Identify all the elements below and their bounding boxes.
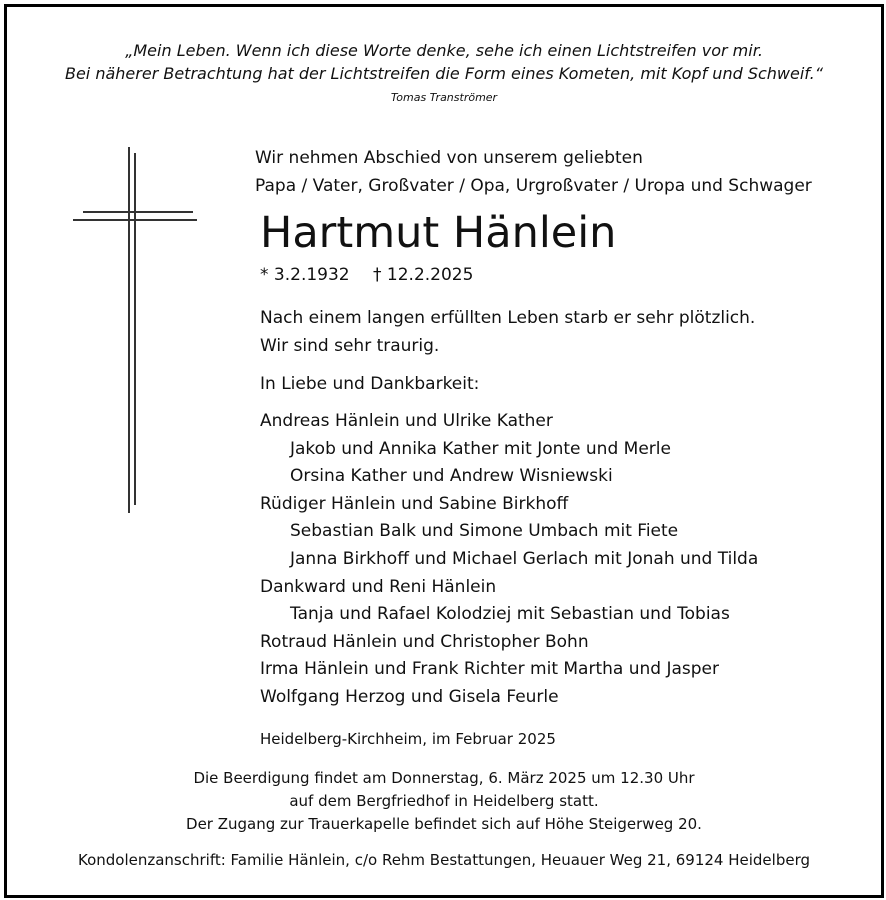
deceased-name: Hartmut Hänlein bbox=[260, 208, 617, 258]
life-dates bbox=[260, 263, 473, 287]
intro-line: Wir nehmen Abschied von unserem geliebten bbox=[255, 148, 643, 168]
family-member: Rüdiger Hänlein und Sabine Birkhoff bbox=[260, 493, 569, 514]
quote-line: Bei näherer Betrachtung hat der Lichtstreifen die Form eines Kometen, mit Kopf und Schweif.“ bbox=[64, 64, 824, 83]
intro-line: Papa / Vater, Großvater / Opa, Urgroßvater / Uropa und Schwager bbox=[255, 176, 812, 196]
family-member: Andreas Hänlein und Ulrike Kather bbox=[260, 411, 553, 431]
family-member: Tanja und Rafael Kolodziej mit Sebastian und Tobias bbox=[290, 604, 730, 625]
epigraph-quote bbox=[7, 39, 881, 85]
condolence-address: Kondolenzanschrift: Familie Hänlein, c/o Rehm Bestattungen, Heuauer Weg 21, 69124 Heidelberg bbox=[77, 851, 811, 869]
family-member: Janna Birkhoff und Michael Gerlach mit Jonah und Tilda bbox=[290, 548, 759, 569]
funeral-line: Der Zugang zur Trauerkapelle befindet sich auf Höhe Steigerweg 20. bbox=[186, 815, 702, 833]
quote-author: Tomas Tranströmer bbox=[390, 91, 498, 104]
funeral-info bbox=[7, 767, 881, 836]
family-member: Rotraud Hänlein und Christopher Bohn bbox=[260, 631, 589, 652]
funeral-line: auf dem Bergfriedhof in Heidelberg statt. bbox=[289, 792, 599, 810]
family-member: Dankward und Reni Hänlein bbox=[260, 576, 497, 597]
family-list bbox=[260, 408, 758, 712]
family-member: Sebastian Balk und Simone Umbach mit Fiete bbox=[290, 521, 679, 542]
place-and-date: Heidelberg-Kirchheim, im Februar 2025 bbox=[260, 730, 556, 748]
quote-line: „Mein Leben. Wenn ich diese Worte denke, sehe ich einen Lichtstreifen vor mir. bbox=[125, 41, 763, 60]
family-member: Wolfgang Herzog und Gisela Feurle bbox=[260, 686, 559, 707]
death-date: † 12.2.2025 bbox=[373, 265, 474, 285]
message-line: Wir sind sehr traurig. bbox=[260, 336, 440, 356]
mourning-message bbox=[260, 304, 755, 360]
birth-date: * 3.2.1932 bbox=[260, 265, 350, 285]
cross-icon bbox=[71, 147, 199, 513]
funeral-line: Die Beerdigung findet am Donnerstag, 6. März 2025 um 12.30 Uhr bbox=[193, 769, 695, 787]
family-member: Jakob und Annika Kather mit Jonte und Merle bbox=[290, 438, 671, 459]
intro-text bbox=[255, 144, 812, 200]
obituary-notice bbox=[4, 4, 884, 898]
message-line: Nach einem langen erfüllten Leben starb er sehr plötzlich. bbox=[260, 308, 756, 328]
thanks-line: In Liebe und Dankbarkeit: bbox=[260, 374, 480, 394]
family-member: Orsina Kather und Andrew Wisniewski bbox=[290, 466, 613, 487]
family-member: Irma Hänlein und Frank Richter mit Martha und Jasper bbox=[260, 659, 719, 680]
